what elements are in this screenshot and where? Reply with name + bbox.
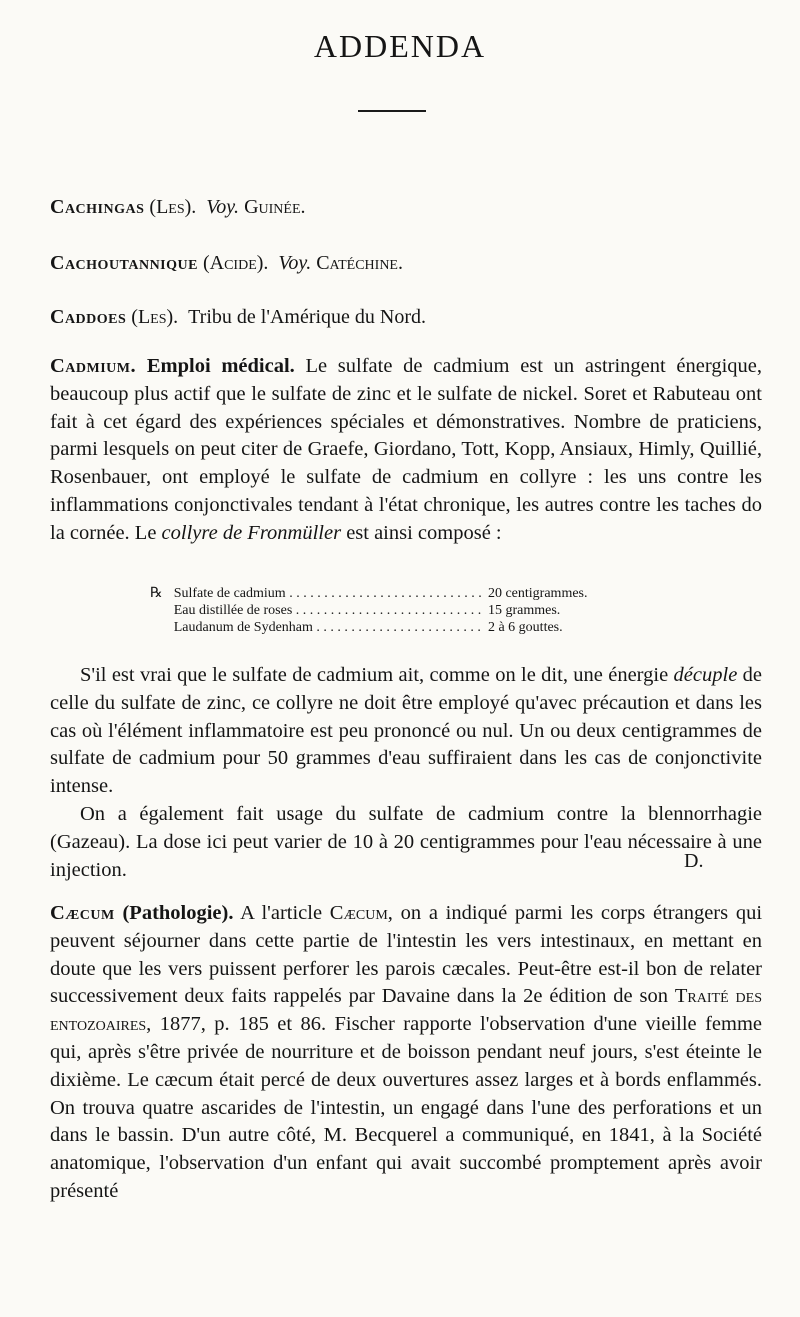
cadmium-head: Cadmium. [50, 355, 137, 377]
title-rule [358, 110, 426, 112]
cadmium-paragraph-2 [50, 662, 762, 884]
caecum-head: Cæcum [50, 902, 115, 924]
entry-head: Cachingas [50, 196, 145, 218]
entry-paren: (Acide). [202, 252, 269, 274]
formula-ingredient: Eau distillée de roses . . . [174, 602, 482, 619]
cadmium-p2-italic: décuple [673, 664, 738, 686]
entry-text: Tribu de l'Amérique du Nord. [188, 306, 427, 328]
formula-quantity: 2 à 6 gouttes. [487, 620, 563, 635]
cadmium-italic: collyre de Fronmüller [161, 521, 342, 544]
recipe-symbol: ℞ [150, 586, 163, 601]
entry-caddoes [50, 306, 426, 329]
formula-table [150, 585, 650, 636]
page-title: ADDENDA [313, 28, 487, 64]
entry-paren: (Les). [149, 196, 197, 218]
formula-ingredient: Laudanum de Sydenham . . . [174, 619, 482, 636]
caecum-ref: Cæcum, [329, 902, 393, 924]
formula-quantity: 15 grammes. [487, 603, 561, 618]
entry-ref: Catéchine. [316, 252, 403, 274]
entry-ref: Guinée. [244, 196, 306, 218]
cadmium-text-b: est ainsi composé : [346, 521, 502, 544]
entry-paren: (Les). [131, 306, 179, 328]
cadmium-paragraph-1 [50, 353, 762, 548]
cadmium-p2-a: S'il est vrai que le sulfate de cadmium ait, comme on le dit, une énergie [80, 664, 669, 686]
formula-row [150, 619, 650, 636]
cadmium-subhead: Emploi médical. [146, 355, 295, 377]
entry-head: Caddoes [50, 306, 127, 328]
caecum-text-3: 1877, p. 185 et 86. Fischer rapporte l'observation d'une vieille femme qui, après s'être privée de nourriture et de boisson pendant neuf jours, s'est éteinte le dixième. Le cæcum était percé de deux ouvertures assez larges et à bords enflammés. On trouva quatre ascarides de l'intestin, un engagé dans l'une des perforations et un dans le bassin. D'un autre côté, M. Becquerel a communiqué, en 1841, à la Société anatomique, l'observation d'un enfant qui avait succombé promptement après avoir présenté [50, 1013, 762, 1202]
entry-voy: Voy. [206, 196, 240, 218]
caecum-paragraph [50, 900, 762, 1206]
caecum-subhead: (Pathologie). [122, 902, 234, 924]
entry-cachingas [50, 196, 306, 219]
cadmium-text-a: Le sulfate de cadmium est un astringent énergique, beaucoup plus actif que le sulfate de zinc et le sulfate de nickel. Soret et Rabuteau ont fait à cet égard des expériences spéciales et démonstratives. Nombre de praticiens, parmi lesquels on peut citer de Graefe, Giordano, Tott, Kopp, Ansiaux, Himly, Quillié, Rosenbauer, ont employé le sulfate de cadmium en collyre : les uns contre les inflammations conjonctivales tendant à l'état chronique, les autres contre les taches do la cornée. Le [50, 355, 762, 544]
formula-row [150, 602, 650, 619]
cadmium-p2-b: de celle du sulfate de zinc, ce collyre ne doit être employé qu'avec précaution et dans les cas où l'élément inflammatoire est peu prononcé ou nul. Un ou deux centigrammes de sulfate de cadmium pour 50 grammes d'eau suffiraient dans les cas de conjonctivite intense. [50, 664, 763, 798]
cadmium-p3: On a également fait usage du sulfate de cadmium contre la blennorrhagie (Gazeau). La dose ici peut varier de 10 à 20 centigrammes pour l'eau nécessaire à une injection. [50, 802, 762, 881]
formula-row [150, 585, 650, 602]
signature: D. [684, 850, 704, 872]
entry-head: Cachoutannique [50, 252, 198, 274]
entry-cachoutannique [50, 252, 403, 275]
caecum-book: Traité des entozoaires, [50, 985, 763, 1036]
formula-ingredient: Sulfate de cadmium . . . [174, 585, 482, 602]
formula-quantity: 20 centigrammes. [487, 586, 588, 601]
caecum-text-1: A l'article [240, 902, 323, 924]
entry-voy: Voy. [278, 252, 312, 274]
caecum-text-2: on a indiqué parmi les corps étrangers qui peuvent séjourner dans cette partie de l'intestin les vers intestinaux, en mettant en doute que les vers puissent perforer les parois cæcales. Peut-être est-il bon de relater successivement deux faits rappelés par Davaine dans la 2e édition de son [50, 902, 763, 1008]
